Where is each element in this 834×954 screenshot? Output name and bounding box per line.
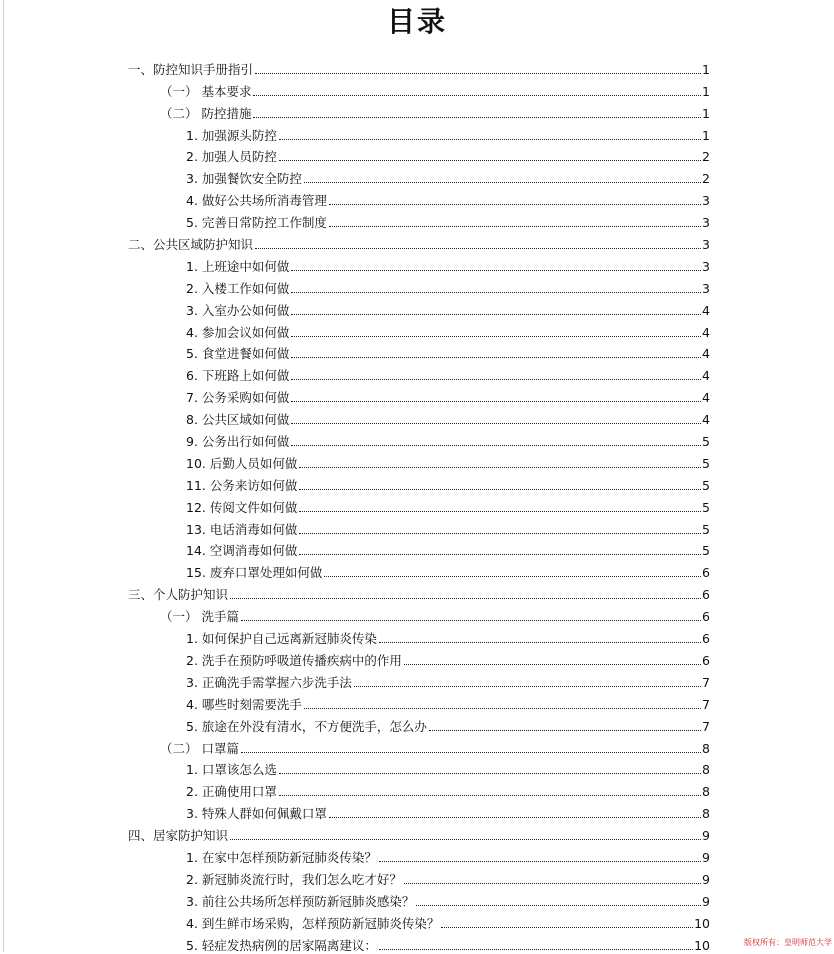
toc-dot-leader (230, 597, 701, 599)
toc-entry-page-number: 7 (702, 674, 710, 690)
toc-entry-page-number: 4 (702, 346, 710, 362)
toc-entry-label: 8. 公共区域如何做 (186, 412, 290, 428)
toc-entry[interactable] (0, 932, 710, 954)
toc-dot-leader (291, 356, 701, 358)
toc-entry-label: （二） 口罩篇 (160, 740, 239, 756)
toc-entry-label: 6. 下班路上如何做 (186, 368, 290, 384)
toc-entry-label: 2. 新冠肺炎流行时，我们怎么吃才好？ (186, 871, 402, 887)
toc-dot-leader (279, 794, 701, 796)
toc-entry[interactable] (0, 800, 710, 822)
toc-entry-page-number: 3 (702, 280, 710, 296)
toc-dot-leader (279, 138, 701, 140)
toc-dot-leader (291, 313, 701, 315)
toc-entry[interactable] (0, 669, 710, 691)
toc-entry[interactable] (0, 822, 710, 844)
toc-entry[interactable] (0, 910, 710, 932)
toc-dot-leader (404, 663, 701, 665)
toc-entry-label: 3. 特殊人群如何佩戴口罩 (186, 806, 327, 822)
toc-entry-page-number: 6 (702, 652, 710, 668)
toc-entry[interactable] (0, 78, 710, 100)
toc-entry[interactable] (0, 122, 710, 144)
table-of-contents (0, 56, 834, 954)
toc-entry-label: 7. 公务采购如何做 (186, 390, 290, 406)
toc-entry[interactable] (0, 100, 710, 122)
toc-entry-label: 5. 轻症发热病例的居家隔离建议： (186, 937, 377, 953)
toc-entry-page-number: 8 (702, 806, 710, 822)
toc-entry[interactable] (0, 275, 710, 297)
toc-entry-page-number: 9 (702, 828, 710, 844)
toc-entry-label: 1. 口罩该怎么选 (186, 762, 277, 778)
toc-entry-page-number: 6 (702, 587, 710, 603)
toc-entry[interactable] (0, 297, 710, 319)
toc-entry[interactable] (0, 319, 710, 341)
toc-dot-leader (299, 532, 701, 534)
toc-entry-label: 2. 入楼工作如何做 (186, 280, 290, 296)
toc-entry[interactable] (0, 144, 710, 166)
toc-entry-page-number: 7 (702, 696, 710, 712)
toc-entry-page-number: 9 (702, 849, 710, 865)
toc-entry[interactable] (0, 384, 710, 406)
toc-entry[interactable] (0, 494, 710, 516)
toc-entry[interactable] (0, 713, 710, 735)
toc-entry-page-number: 1 (702, 105, 710, 121)
toc-entry[interactable] (0, 231, 710, 253)
toc-entry-label: 四、居家防护知识 (128, 828, 229, 844)
toc-entry-page-number: 1 (702, 61, 710, 77)
toc-dot-leader (324, 575, 701, 577)
toc-entry[interactable] (0, 450, 710, 472)
toc-entry-label: 1. 在家中怎样预防新冠肺炎传染？ (186, 849, 377, 865)
toc-entry[interactable] (0, 516, 710, 538)
toc-dot-leader (253, 94, 701, 96)
toc-entry-page-number: 4 (702, 412, 710, 428)
toc-entry[interactable] (0, 757, 710, 779)
toc-entry[interactable] (0, 735, 710, 757)
toc-dot-leader (379, 641, 701, 643)
toc-entry[interactable] (0, 187, 710, 209)
toc-entry-label: 2. 洗手在预防呼吸道传播疾病中的作用 (186, 652, 402, 668)
toc-dot-leader (299, 510, 701, 512)
toc-dot-leader (279, 772, 701, 774)
toc-dot-leader (291, 378, 701, 380)
toc-dot-leader (291, 422, 701, 424)
toc-dot-leader (441, 926, 693, 928)
toc-entry-label: 3. 前往公共场所怎样预防新冠肺炎感染？ (186, 893, 415, 909)
toc-entry[interactable] (0, 603, 710, 625)
toc-entry-page-number: 3 (702, 237, 710, 253)
toc-dot-leader (291, 444, 701, 446)
toc-entry[interactable] (0, 866, 710, 888)
toc-entry-page-number: 8 (702, 740, 710, 756)
toc-dot-leader (255, 247, 701, 249)
toc-entry-label: 11. 公务来访如何做 (186, 477, 298, 493)
toc-dot-leader (429, 729, 701, 731)
toc-entry[interactable] (0, 209, 710, 231)
toc-entry-page-number: 4 (702, 302, 710, 318)
toc-entry-label: 1. 加强源头防控 (186, 127, 277, 143)
toc-entry[interactable] (0, 406, 710, 428)
toc-entry[interactable] (0, 647, 710, 669)
toc-dot-leader (304, 181, 701, 183)
toc-dot-leader (329, 225, 701, 227)
toc-entry-label: 9. 公务出行如何做 (186, 434, 290, 450)
toc-entry-page-number: 5 (702, 434, 710, 450)
toc-entry-label: 3. 加强餐饮安全防控 (186, 171, 302, 187)
toc-entry[interactable] (0, 538, 710, 560)
toc-entry[interactable] (0, 56, 710, 78)
toc-entry-label: （一） 基本要求 (160, 83, 252, 99)
toc-dot-leader (379, 860, 701, 862)
toc-dot-leader (329, 816, 701, 818)
toc-entry[interactable] (0, 778, 710, 800)
toc-entry-label: 14. 空调消毒如何做 (186, 543, 298, 559)
toc-entry-label: 12. 传阅文件如何做 (186, 499, 298, 515)
toc-entry-page-number: 5 (702, 521, 710, 537)
toc-dot-leader (255, 72, 701, 74)
toc-entry-page-number: 4 (702, 324, 710, 340)
toc-entry-page-number: 8 (702, 784, 710, 800)
toc-dot-leader (230, 838, 701, 840)
toc-dot-leader (354, 685, 701, 687)
toc-entry-label: 5. 旅途在外没有清水，不方便洗手，怎么办 (186, 718, 427, 734)
toc-dot-leader (304, 707, 701, 709)
toc-entry-page-number: 9 (702, 893, 710, 909)
toc-entry[interactable] (0, 428, 710, 450)
toc-entry-page-number: 6 (702, 565, 710, 581)
toc-entry-page-number: 5 (702, 477, 710, 493)
toc-entry-page-number: 7 (702, 718, 710, 734)
toc-dot-leader (291, 269, 701, 271)
toc-entry-page-number: 9 (702, 871, 710, 887)
toc-entry-label: 4. 到生鲜市场采购，怎样预防新冠肺炎传染？ (186, 915, 440, 931)
toc-entry-page-number: 3 (702, 215, 710, 231)
toc-entry[interactable] (0, 581, 710, 603)
toc-entry-label: 3. 入室办公如何做 (186, 302, 290, 318)
toc-entry-page-number: 3 (702, 193, 710, 209)
toc-dot-leader (299, 488, 701, 490)
toc-entry[interactable] (0, 472, 710, 494)
toc-entry-page-number: 6 (702, 631, 710, 647)
toc-entry-page-number: 1 (702, 83, 710, 99)
toc-entry[interactable] (0, 362, 710, 384)
watermark: 版权所有：皇明师范大学 (744, 938, 832, 947)
toc-entry[interactable] (0, 341, 710, 363)
toc-entry-page-number: 2 (702, 149, 710, 165)
toc-dot-leader (291, 335, 701, 337)
toc-entry-label: 13. 电话消毒如何做 (186, 521, 298, 537)
toc-entry-page-number: 8 (702, 762, 710, 778)
toc-entry-label: 2. 加强人员防控 (186, 149, 277, 165)
toc-entry-label: 一、防控知识手册指引 (128, 61, 254, 77)
page-title: 目录 (386, 5, 447, 38)
toc-entry[interactable] (0, 691, 710, 713)
toc-entry-page-number: 1 (702, 127, 710, 143)
toc-entry[interactable] (0, 253, 710, 275)
toc-entry-label: （二） 防控措施 (160, 105, 252, 121)
toc-entry[interactable] (0, 888, 710, 910)
toc-entry-page-number: 10 (694, 915, 710, 931)
toc-entry-page-number: 5 (702, 543, 710, 559)
toc-entry[interactable] (0, 165, 710, 187)
toc-entry-label: 3. 正确洗手需掌握六步洗手法 (186, 674, 352, 690)
toc-entry-page-number: 5 (702, 499, 710, 515)
toc-entry-page-number: 10 (694, 937, 710, 953)
toc-entry-label: 2. 正确使用口罩 (186, 784, 277, 800)
toc-dot-leader (241, 619, 701, 621)
toc-dot-leader (291, 400, 701, 402)
toc-entry-label: 二、公共区域防护知识 (128, 237, 254, 253)
toc-dot-leader (253, 116, 701, 118)
toc-entry-page-number: 2 (702, 171, 710, 187)
toc-dot-leader (404, 882, 701, 884)
toc-entry-label: 三、个人防护知识 (128, 587, 229, 603)
toc-entry-label: 1. 如何保护自己远离新冠肺炎传染 (186, 631, 377, 647)
toc-dot-leader (241, 751, 701, 753)
toc-dot-leader (379, 948, 693, 950)
toc-dot-leader (299, 466, 701, 468)
toc-entry-page-number: 5 (702, 455, 710, 471)
toc-entry-label: 4. 做好公共场所消毒管理 (186, 193, 327, 209)
toc-entry-label: 5. 完善日常防控工作制度 (186, 215, 327, 231)
toc-entry-label: 5. 食堂进餐如何做 (186, 346, 290, 362)
toc-dot-leader (279, 159, 701, 161)
toc-dot-leader (291, 291, 701, 293)
toc-entry[interactable] (0, 559, 710, 581)
toc-entry-label: 15. 废弃口罩处理如何做 (186, 565, 323, 581)
toc-entry-page-number: 4 (702, 368, 710, 384)
toc-dot-leader (329, 203, 701, 205)
toc-dot-leader (299, 553, 701, 555)
toc-entry-label: 4. 参加会议如何做 (186, 324, 290, 340)
toc-entry-label: 1. 上班途中如何做 (186, 258, 290, 274)
toc-entry-label: 4. 哪些时刻需要洗手 (186, 696, 302, 712)
toc-dot-leader (416, 904, 701, 906)
toc-entry-page-number: 3 (702, 258, 710, 274)
toc-entry-page-number: 6 (702, 609, 710, 625)
toc-entry[interactable] (0, 844, 710, 866)
toc-entry-label: 10. 后勤人员如何做 (186, 455, 298, 471)
toc-entry[interactable] (0, 625, 710, 647)
toc-entry-page-number: 4 (702, 390, 710, 406)
toc-entry-label: （一） 洗手篇 (160, 609, 239, 625)
